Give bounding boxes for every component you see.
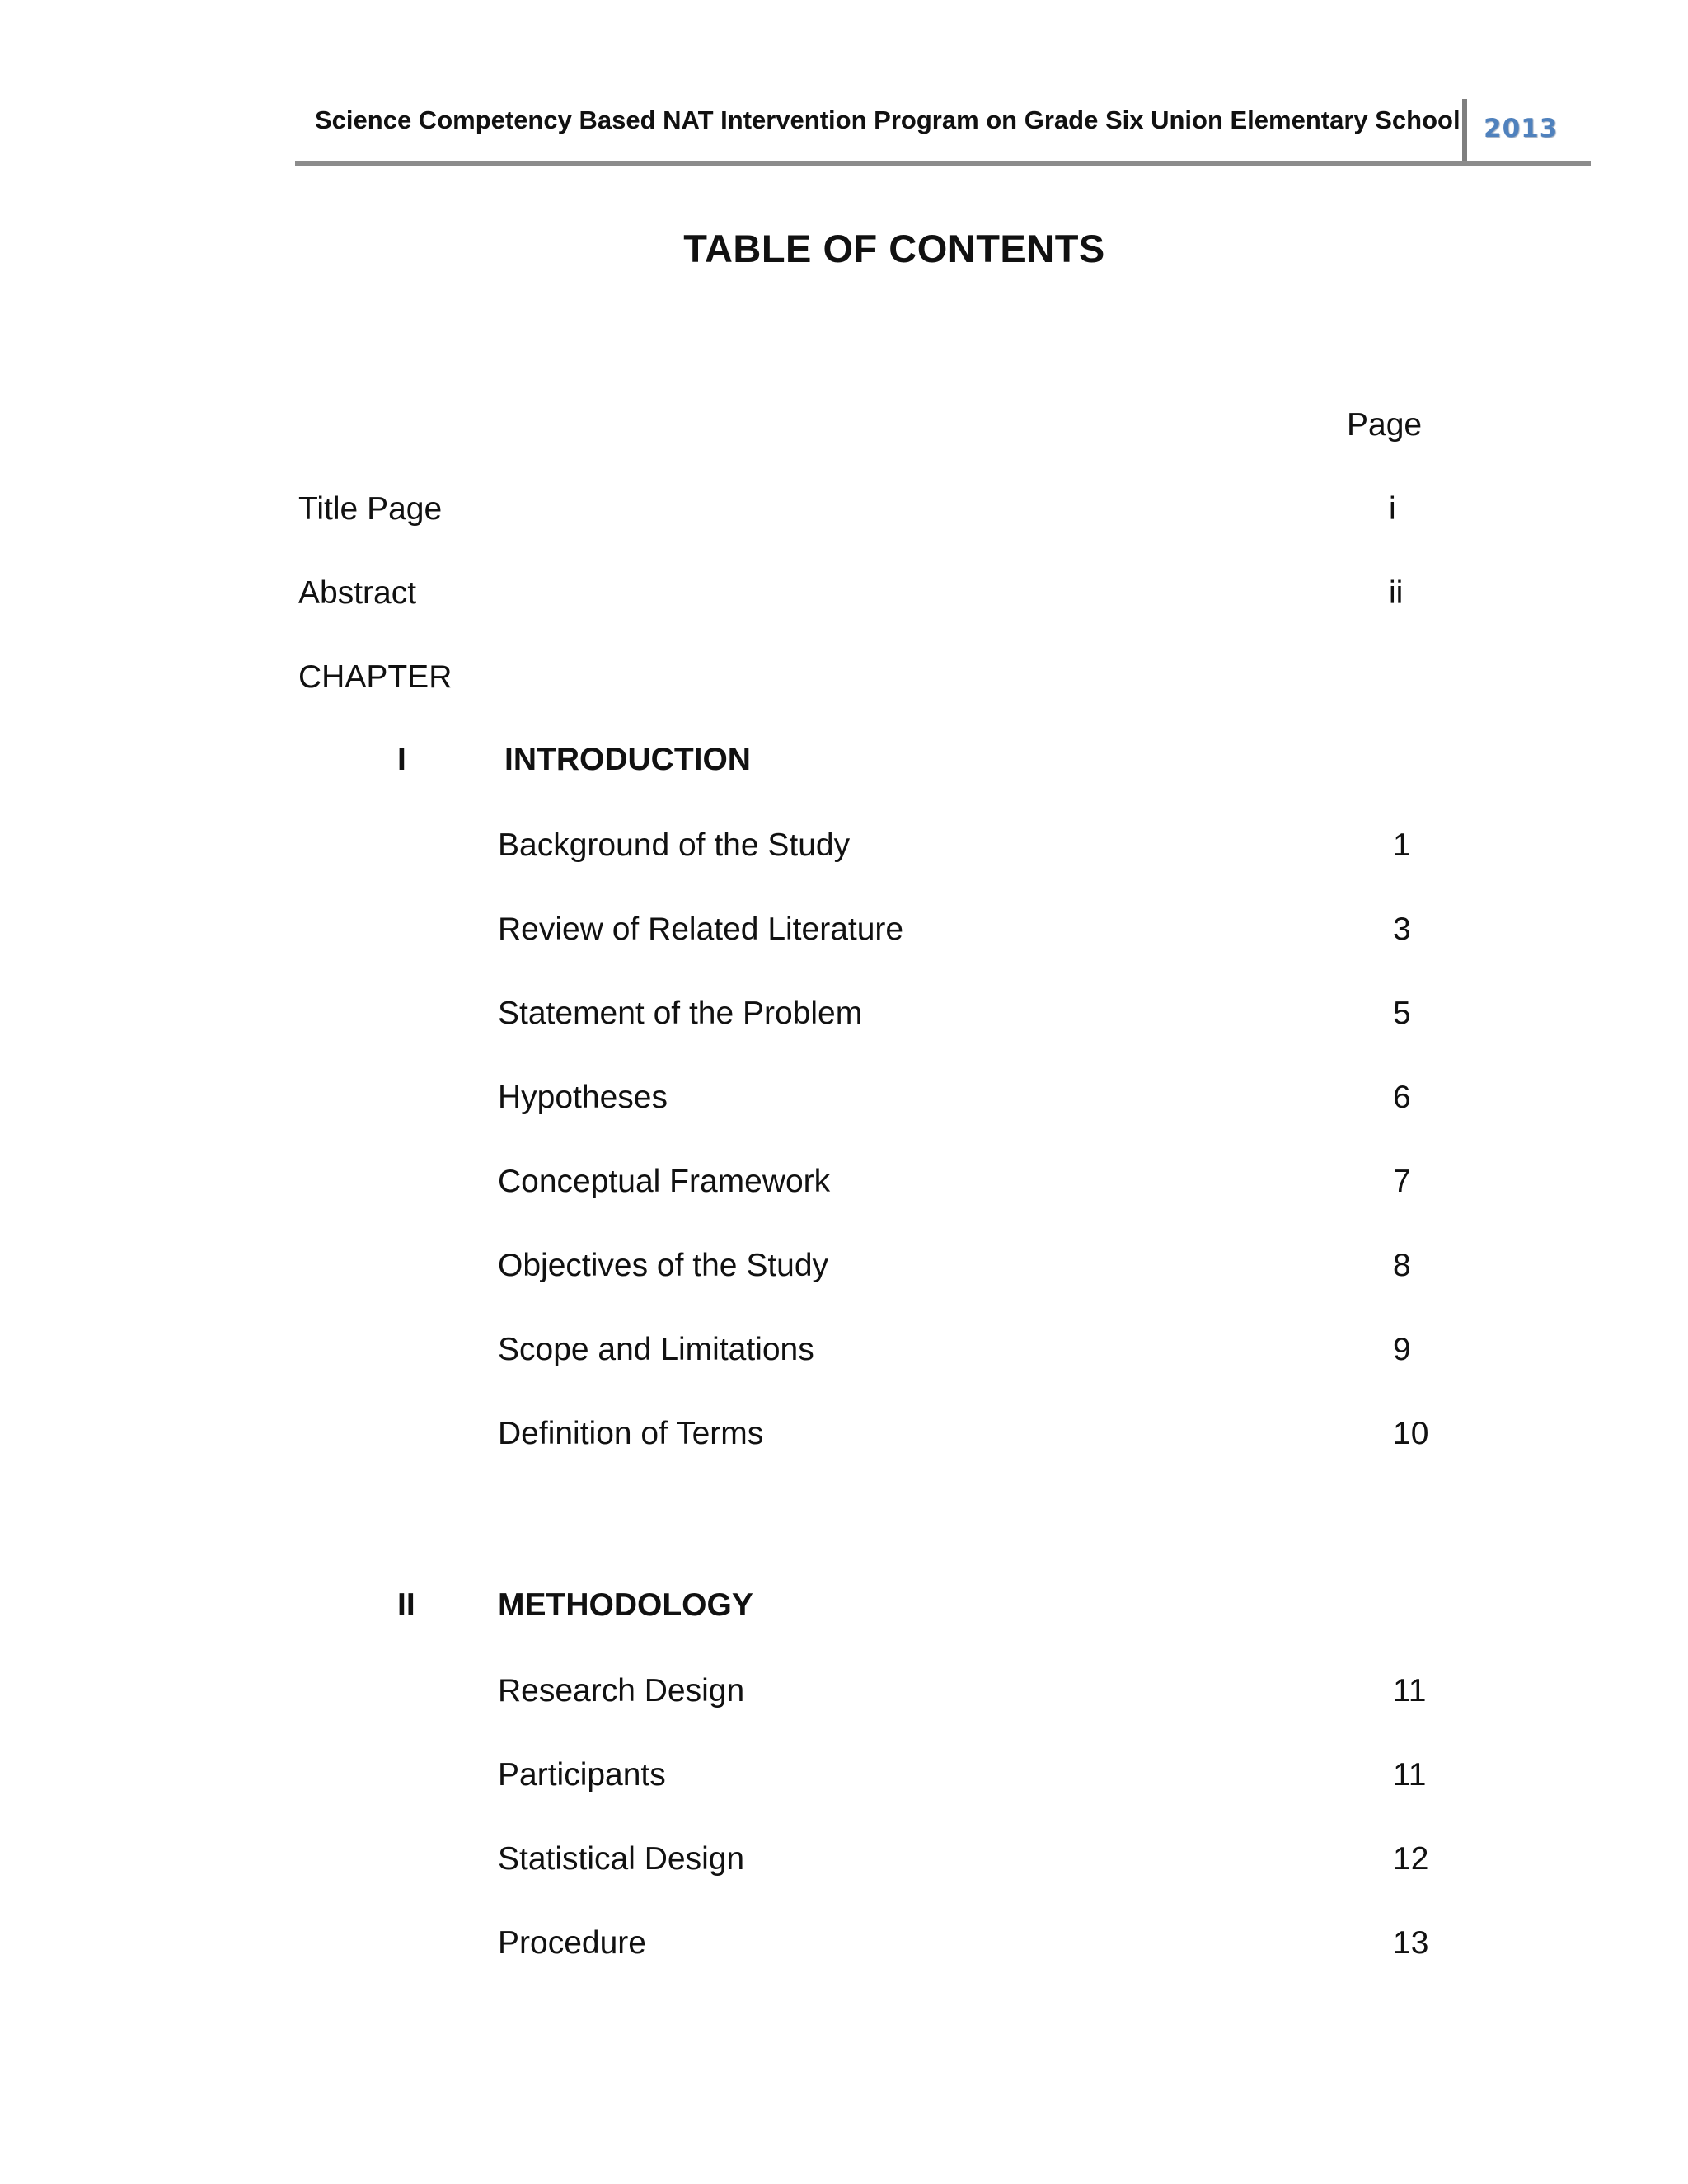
toc-entry — [0, 1925, 1688, 1975]
toc-entry-label: Statement of the Problem — [498, 996, 863, 1031]
toc-entry-page: i — [1389, 491, 1396, 527]
header-divider — [1462, 99, 1467, 163]
toc-entry-page: 11 — [1393, 1673, 1427, 1708]
page-column-header: Page — [1347, 407, 1423, 443]
running-header-title: Science Competency Based NAT Intervention Program on Grade Six Union Elementary School — [315, 105, 1461, 134]
toc-entry-page: ii — [1389, 575, 1404, 611]
chapter-label: CHAPTER — [298, 659, 452, 695]
chapter-title: METHODOLOGY — [498, 1587, 753, 1623]
toc-entry-page: 6 — [1393, 1080, 1411, 1115]
toc-entry-label: Background of the Study — [498, 827, 851, 863]
toc-entry-label: Participants — [498, 1757, 666, 1793]
toc-entry-label: Scope and Limitations — [498, 1332, 814, 1367]
toc-entry — [0, 1757, 1688, 1807]
toc-entry-page: 3 — [1393, 912, 1411, 947]
toc-entry — [0, 1841, 1688, 1891]
chapter-numeral: II — [397, 1587, 415, 1623]
toc-entry — [0, 1416, 1688, 1465]
toc-entry-page: 13 — [1393, 1925, 1429, 1961]
toc-entry-label: Review of Related Literature — [498, 912, 904, 947]
toc-entry-label: Research Design — [498, 1673, 745, 1708]
chapter-title-row — [0, 1587, 1688, 1637]
chapter-heading-label — [0, 659, 1688, 709]
toc-entry-page: 8 — [1393, 1248, 1411, 1283]
toc-entry-page: 7 — [1393, 1164, 1411, 1199]
toc-entry — [0, 575, 1688, 625]
toc-entry — [0, 912, 1688, 961]
toc-entry-page: 11 — [1393, 1757, 1427, 1793]
toc-entry-label: Conceptual Framework — [498, 1164, 831, 1199]
toc-entry — [0, 827, 1688, 877]
toc-entry — [0, 996, 1688, 1045]
running-header-year: 2013 — [1484, 114, 1559, 143]
toc-entry — [0, 1164, 1688, 1213]
toc-entry-label: Statistical Design — [498, 1841, 745, 1877]
toc-entry-label: Title Page — [298, 491, 443, 527]
toc-entry-page: 1 — [1393, 827, 1411, 863]
chapter-title: INTRODUCTION — [504, 742, 751, 777]
toc-entry-label: Hypotheses — [498, 1080, 668, 1115]
toc-entry-label: Procedure — [498, 1925, 646, 1961]
toc-entry-page: 9 — [1393, 1332, 1411, 1367]
document-title: TABLE OF CONTENTS — [683, 227, 1105, 270]
toc-entry-label: Abstract — [298, 575, 417, 611]
chapter-title-row — [0, 742, 1688, 791]
toc-entry — [0, 1673, 1688, 1722]
toc-entry — [0, 1080, 1688, 1129]
toc-entry-page: 5 — [1393, 996, 1411, 1031]
toc-entry — [0, 1248, 1688, 1297]
chapter-numeral: I — [397, 742, 406, 777]
toc-entry-page: 12 — [1393, 1841, 1429, 1877]
header-rule — [295, 161, 1591, 166]
toc-entry-label: Objectives of the Study — [498, 1248, 829, 1283]
toc-entry-page: 10 — [1393, 1416, 1429, 1451]
toc-entry — [0, 491, 1688, 541]
toc-entry-label: Definition of Terms — [498, 1416, 764, 1451]
toc-entry — [0, 1332, 1688, 1381]
